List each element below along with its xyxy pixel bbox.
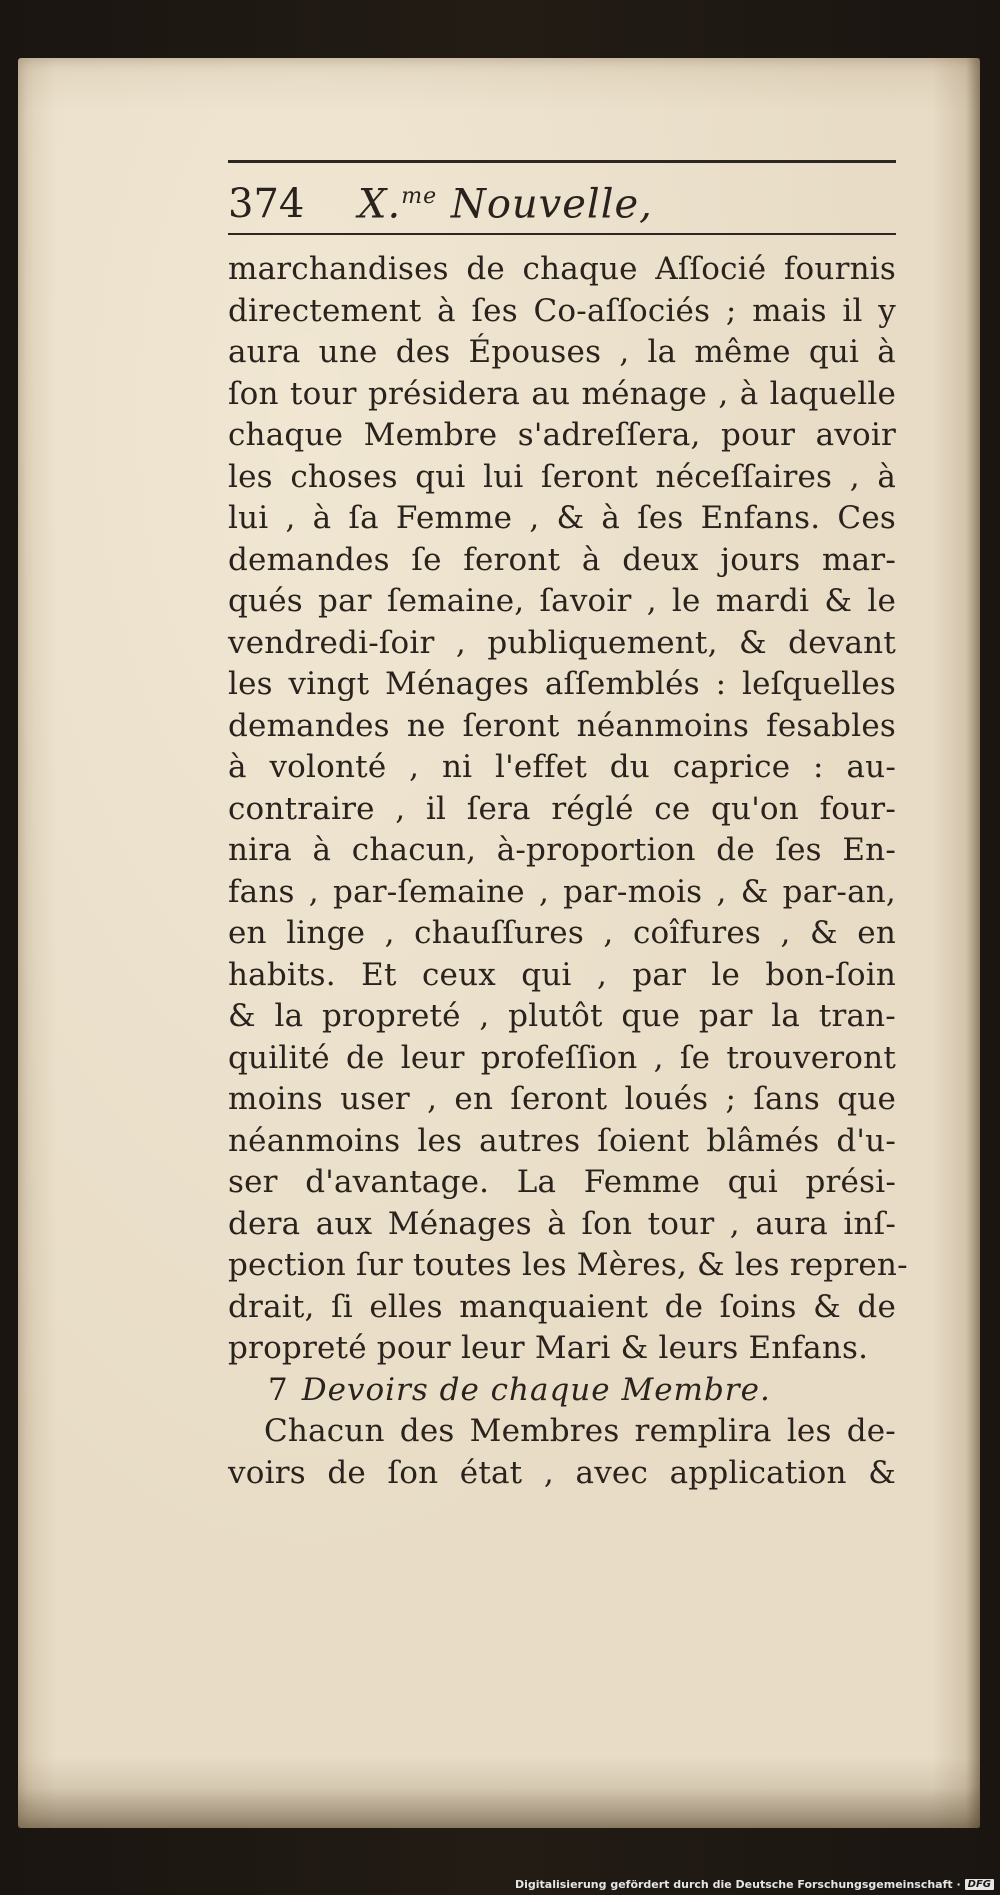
text-line: pection ſur toutes les Mères, & les repren-	[228, 1247, 908, 1283]
running-head-title: Nouvelle,	[450, 181, 653, 228]
text-line: demandes ne ſeront néanmoins fesables	[228, 707, 896, 744]
text-line: demandes ſe feront à deux jours mar-	[228, 541, 896, 578]
page-edge-shadow	[966, 58, 980, 1828]
text-line: les vingt Ménages aſſemblés : leſquelles	[228, 666, 896, 702]
section-title: Devoirs de chaque Membre.	[301, 1371, 771, 1408]
running-head	[358, 169, 653, 232]
section-number: 7	[268, 1371, 288, 1408]
text-line: contraire , il ſera réglé ce qu'on four-	[228, 790, 896, 827]
text-line: & la propreté , plutôt que par la tran-	[228, 998, 896, 1034]
text-line: dera aux Ménages à ſon tour , aura inſ-	[228, 1205, 896, 1242]
page-number: 374	[228, 181, 305, 228]
page-header	[228, 169, 896, 228]
credit-text: Digitalisierung gefördert durch die Deutsche Forschungsgemeinschaft ·	[514, 1878, 961, 1891]
header-rule-top	[228, 160, 896, 163]
text-line: ser d'avantage. La Femme qui prési-	[228, 1164, 896, 1200]
text-line: directement à ſes Co-aſſociés ; mais il y	[228, 292, 896, 329]
page-bottom-shadow	[18, 1788, 980, 1828]
text-line: marchandises de chaque Aſſocié fournis	[228, 251, 896, 287]
text-line: ſon tour présidera au ménage , à laquelle	[228, 375, 896, 412]
page-text	[228, 160, 908, 1494]
body-paragraph	[228, 249, 908, 1370]
text-line: propreté pour leur Mari & leurs Enfans.	[228, 1330, 869, 1366]
text-line: vendredi-ſoir , publiquement, & devant	[228, 624, 896, 661]
text-line: habits. Et ceux qui , par le bon-ſoin	[228, 956, 896, 993]
section-heading	[228, 1370, 896, 1412]
text-line: lui , à ſa Femme , & à ſes Enfans. Ces	[228, 500, 896, 536]
text-line: en linge , chauſſures , coîfures , & en	[228, 915, 896, 951]
text-line: Chacun des Membres remplira les de-	[264, 1413, 896, 1449]
running-head-numeral: X.	[358, 181, 402, 228]
dfg-logo: DFG	[965, 1879, 994, 1890]
text-line: chaque Membre s'adreſſera, pour avoir	[228, 417, 896, 453]
text-line: fans , par-ſemaine , par-mois , & par-an,	[228, 873, 896, 910]
text-line: quilité de leur profeſſion , ſe trouveront	[228, 1039, 896, 1076]
text-line: à volonté , ni l'effet du caprice : au-	[228, 749, 896, 785]
text-line: voirs de ſon état , avec application &	[228, 1454, 896, 1491]
text-line: nira à chacun, à-proportion de ſes En-	[228, 832, 896, 868]
text-line: néanmoins les autres ſoient blâmés d'u-	[228, 1122, 896, 1159]
running-head-superscript: me	[401, 184, 438, 209]
section-paragraph	[228, 1411, 896, 1494]
text-line: aura une des Épouses , la même qui à	[228, 334, 896, 370]
header-rule-bottom	[228, 233, 896, 235]
text-line: drait, ſi elles manquaient de ſoins & de	[228, 1288, 896, 1325]
text-line: les choses qui lui ſeront néceſſaires , à	[228, 458, 896, 495]
text-line: qués par ſemaine, ſavoir , le mardi & le	[228, 583, 896, 619]
text-line: moins user , en ſeront loués ; ſans que	[228, 1081, 896, 1117]
digitization-credit	[515, 1878, 994, 1891]
